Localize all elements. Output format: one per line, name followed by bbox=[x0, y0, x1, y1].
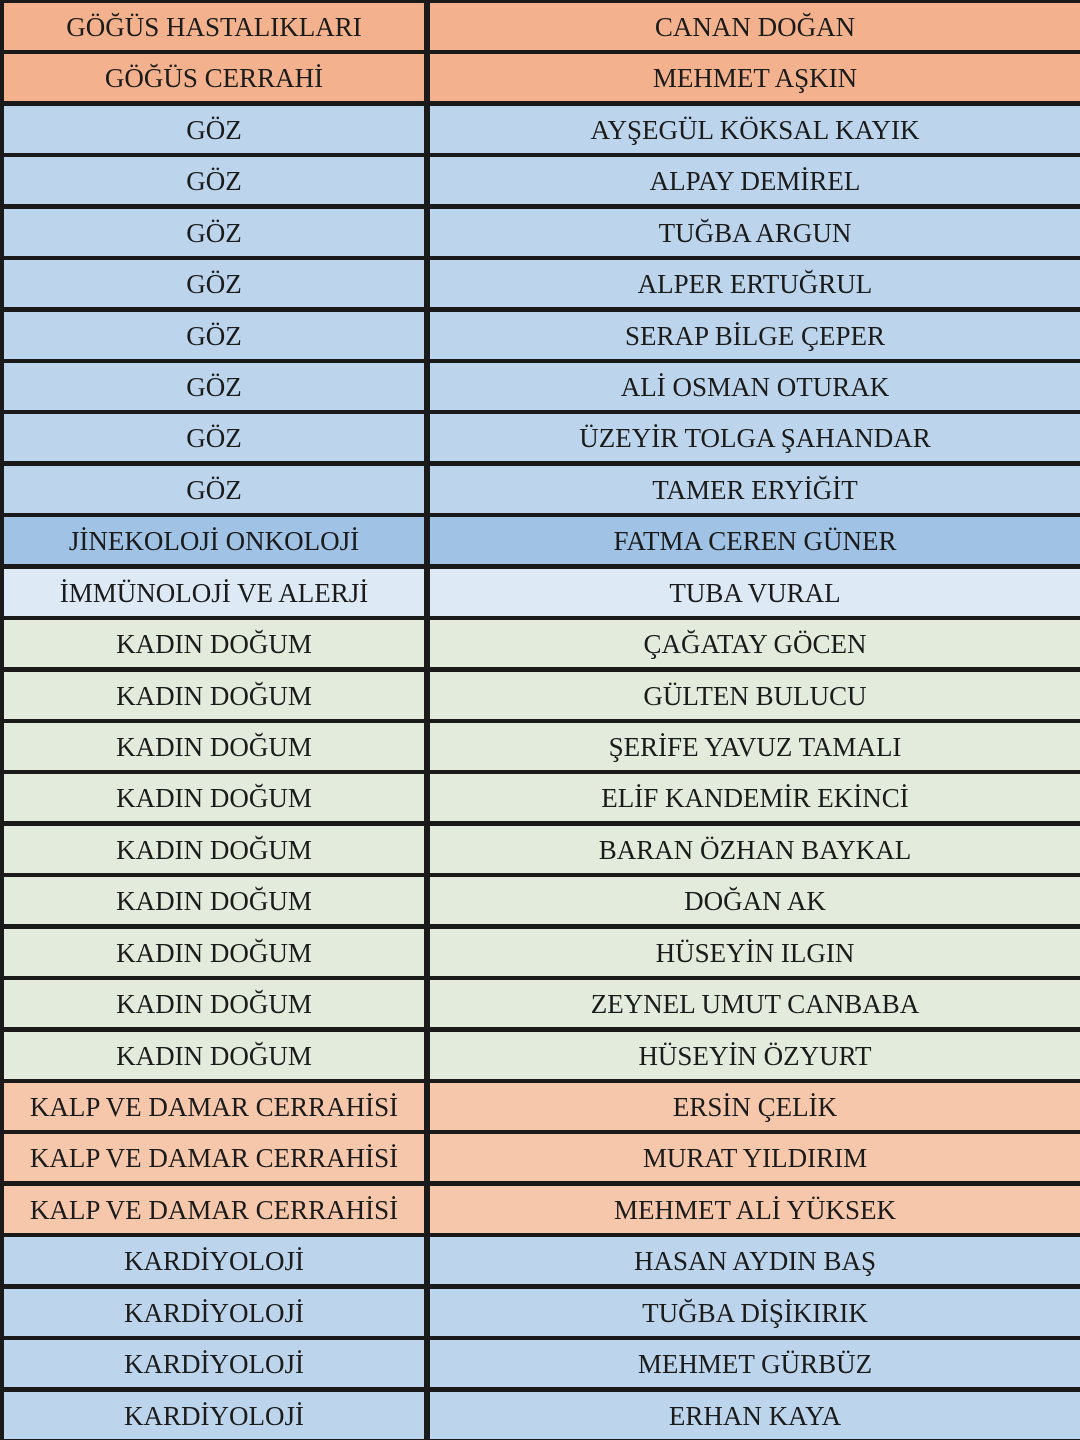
department-cell: KARDİYOLOJİ bbox=[4, 1237, 424, 1284]
table-row bbox=[0, 1032, 1080, 1079]
doctor-name-cell: HASAN AYDIN BAŞ bbox=[430, 1237, 1080, 1284]
department-cell: KALP VE DAMAR CERRAHİSİ bbox=[4, 1083, 424, 1130]
doctor-name-cell: GÜLTEN BULUCU bbox=[430, 672, 1080, 719]
table-row bbox=[0, 1134, 1080, 1181]
doctor-name-cell: SERAP BİLGE ÇEPER bbox=[430, 312, 1080, 359]
department-cell: GÖĞÜS HASTALIKLARI bbox=[4, 3, 424, 50]
doctor-name-cell: ZEYNEL UMUT CANBABA bbox=[430, 980, 1080, 1027]
doctor-name-cell: ALİ OSMAN OTURAK bbox=[430, 363, 1080, 410]
doctor-name-cell: TUĞBA ARGUN bbox=[430, 209, 1080, 256]
department-cell: KADIN DOĞUM bbox=[4, 826, 424, 873]
department-cell: GÖZ bbox=[4, 157, 424, 204]
table-row bbox=[0, 929, 1080, 976]
table-row bbox=[0, 3, 1080, 50]
department-cell: KADIN DOĞUM bbox=[4, 620, 424, 667]
department-cell: KALP VE DAMAR CERRAHİSİ bbox=[4, 1134, 424, 1181]
table-row bbox=[0, 620, 1080, 667]
doctor-name-cell: ŞERİFE YAVUZ TAMALI bbox=[430, 723, 1080, 770]
department-cell: GÖĞÜS CERRAHİ bbox=[4, 54, 424, 101]
department-cell: GÖZ bbox=[4, 414, 424, 461]
department-cell: KALP VE DAMAR CERRAHİSİ bbox=[4, 1186, 424, 1233]
doctor-name-cell: HÜSEYİN ILGIN bbox=[430, 929, 1080, 976]
department-cell: GÖZ bbox=[4, 106, 424, 153]
doctor-name-cell: ALPER ERTUĞRUL bbox=[430, 260, 1080, 307]
department-cell: KADIN DOĞUM bbox=[4, 672, 424, 719]
table-row bbox=[0, 106, 1080, 153]
doctor-name-cell: TUĞBA DİŞİKIRIK bbox=[430, 1289, 1080, 1336]
doctor-name-cell: CANAN DOĞAN bbox=[430, 3, 1080, 50]
department-cell: KADIN DOĞUM bbox=[4, 980, 424, 1027]
table-row bbox=[0, 1289, 1080, 1336]
department-cell: KARDİYOLOJİ bbox=[4, 1392, 424, 1439]
table-row bbox=[0, 157, 1080, 204]
doctor-name-cell: ÜZEYİR TOLGA ŞAHANDAR bbox=[430, 414, 1080, 461]
table-row bbox=[0, 826, 1080, 873]
department-cell: GÖZ bbox=[4, 260, 424, 307]
doctor-name-cell: AYŞEGÜL KÖKSAL KAYIK bbox=[430, 106, 1080, 153]
department-cell: KADIN DOĞUM bbox=[4, 877, 424, 924]
table-row bbox=[0, 723, 1080, 770]
department-cell: GÖZ bbox=[4, 209, 424, 256]
department-cell: KADIN DOĞUM bbox=[4, 774, 424, 821]
doctor-name-cell: MEHMET AŞKIN bbox=[430, 54, 1080, 101]
department-cell: GÖZ bbox=[4, 466, 424, 513]
table-row bbox=[0, 980, 1080, 1027]
department-cell: İMMÜNOLOJİ VE ALERJİ bbox=[4, 569, 424, 616]
doctor-name-cell: ELİF KANDEMİR EKİNCİ bbox=[430, 774, 1080, 821]
table-row bbox=[0, 569, 1080, 616]
doctor-name-cell: MEHMET GÜRBÜZ bbox=[430, 1340, 1080, 1387]
department-cell: JİNEKOLOJİ ONKOLOJİ bbox=[4, 517, 424, 564]
department-cell: GÖZ bbox=[4, 312, 424, 359]
department-cell: GÖZ bbox=[4, 363, 424, 410]
doctor-name-cell: BARAN ÖZHAN BAYKAL bbox=[430, 826, 1080, 873]
table-row bbox=[0, 1340, 1080, 1387]
table-row bbox=[0, 54, 1080, 101]
doctor-name-cell: HÜSEYİN ÖZYURT bbox=[430, 1032, 1080, 1079]
doctor-name-cell: TAMER ERYİĞİT bbox=[430, 466, 1080, 513]
table-row bbox=[0, 877, 1080, 924]
doctor-name-cell: ERSİN ÇELİK bbox=[430, 1083, 1080, 1130]
table-row bbox=[0, 466, 1080, 513]
department-cell: KADIN DOĞUM bbox=[4, 1032, 424, 1079]
table-row bbox=[0, 414, 1080, 461]
table-row bbox=[0, 1392, 1080, 1439]
table-row bbox=[0, 363, 1080, 410]
table-row bbox=[0, 1186, 1080, 1233]
table-row bbox=[0, 1237, 1080, 1284]
department-cell: KARDİYOLOJİ bbox=[4, 1289, 424, 1336]
table-row bbox=[0, 312, 1080, 359]
doctor-name-cell: DOĞAN AK bbox=[430, 877, 1080, 924]
doctor-name-cell: ÇAĞATAY GÖCEN bbox=[430, 620, 1080, 667]
doctor-name-cell: MURAT YILDIRIM bbox=[430, 1134, 1080, 1181]
doctor-name-cell: TUBA VURAL bbox=[430, 569, 1080, 616]
table-row bbox=[0, 260, 1080, 307]
table-row bbox=[0, 672, 1080, 719]
doctor-name-cell: ALPAY DEMİREL bbox=[430, 157, 1080, 204]
department-cell: KADIN DOĞUM bbox=[4, 929, 424, 976]
department-cell: KADIN DOĞUM bbox=[4, 723, 424, 770]
table-row bbox=[0, 774, 1080, 821]
doctor-name-cell: MEHMET ALİ YÜKSEK bbox=[430, 1186, 1080, 1233]
department-cell: KARDİYOLOJİ bbox=[4, 1340, 424, 1387]
table-row bbox=[0, 209, 1080, 256]
doctor-name-cell: FATMA CEREN GÜNER bbox=[430, 517, 1080, 564]
table-row bbox=[0, 517, 1080, 564]
doctor-name-cell: ERHAN KAYA bbox=[430, 1392, 1080, 1439]
table-row bbox=[0, 1083, 1080, 1130]
